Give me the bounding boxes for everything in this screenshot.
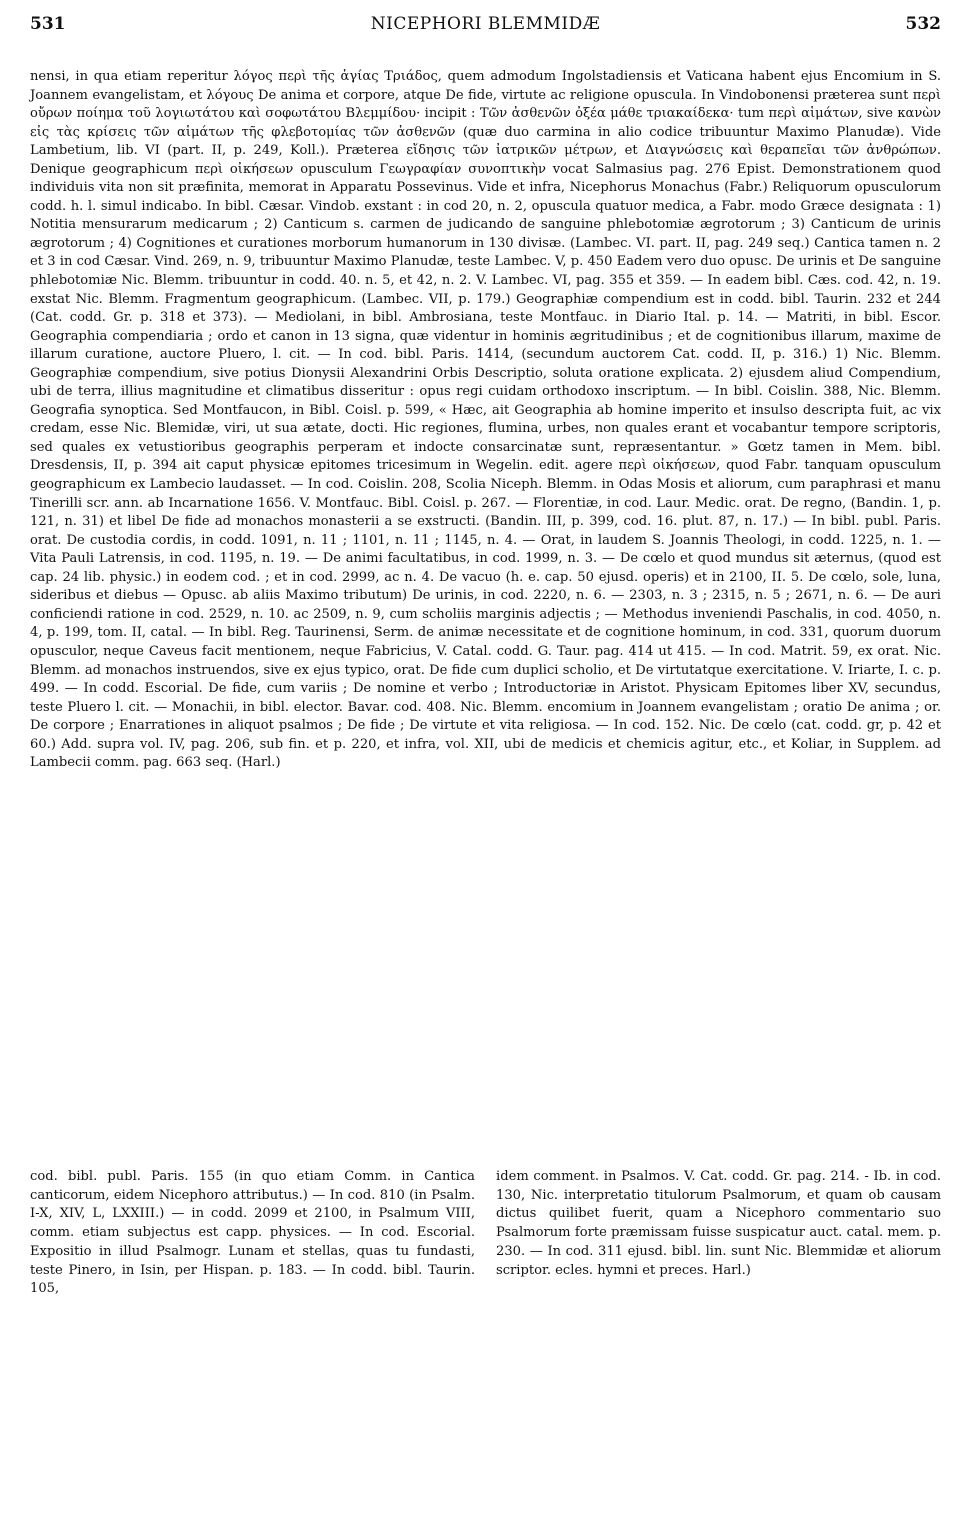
footnote-right-text: idem comment. in Psalmos. V. Cat. codd. Gr. pag. 214. - Ib. in cod. 130, Nic. interpretatio titulorum Psalmorum, et quam ob causam dictus quilibet fuerit, quam a Nicephoro commentario suo Psalmorum forte præmissam fuisse suspicatur auct. catal. mem. p. 230. — In cod. 311 ejusd. bibl. lin. sunt Nic. Blemmidæ et aliorum scriptor. ecles. hymni et preces. Harl.) xyxy=(496,1169,941,1278)
page-header xyxy=(30,14,941,42)
page-number-right: 532 xyxy=(905,14,941,34)
main-text-block xyxy=(30,68,941,773)
footnote-column-right xyxy=(496,1168,941,1299)
footnote-column-left xyxy=(30,1168,475,1299)
footnotes xyxy=(30,1168,941,1299)
footnote-left-text: cod. bibl. publ. Paris. 155 (in quo etiam Comm. in Cantica canticorum, eidem Nicephoro attributus.) — In cod. 810 (in Psalm. I-X, XIV, L, LXXIII.) — in codd. 2099 et 2100, in Psalmum VIII, comm. etiam subjectus est capp. physices. — In cod. Escorial. Expositio in illud Psalmogr. Lunam et stellas, quas tu fundasti, teste Pinero, in Isin, per Hispan. p. 183. — In codd. bibl. Taurin. 105, xyxy=(30,1169,475,1297)
main-paragraph: nensi, in qua etiam reperitur λόγος περὶ τῆς ἁγίας Τριάδος, quem admodum Ingolstadiensis et Vaticana habent ejus Encomium in S. Joannem evangelistam, et λόγους De anima et corpore, atque De fide, virtute ac religione opuscula. In Vindobonensi præterea sunt περὶ οὔρων ποίημα τοῦ λογιωτάτου καὶ σοφωτάτου Βλεμμίδου· incipit : Τῶν ἀσθενῶν ὀξέα μάθε τριακαίδεκα· tum περὶ αἱμάτων, sive κανὼν εἰς τὰς κρίσεις τῶν αἱμάτων τῆς φλεβοτομίας τῶν ἀσθενῶν (quæ duo carmina in alio codice tribuuntur Maximo Planudæ). Vide Lambetium, lib. VI (part. II, p. 249, Koll.). Præterea εἴδησις τῶν ἰατρικῶν μέτρων, et Διαγνώσεις καὶ θεραπεῖαι τῶν ἀνθρώπων. Denique geographicum περὶ οἰκήσεων opusculum Γεωγραφίαν συνοπτικὴν vocat Salmasius pag. 276 Epist. Demonstrationem quod individuis vita non sit præfinita, memorat in Apparatu Possevinus. Vide et infra, Nicephorus Monachus (Fabr.) Reliquorum opusculorum codd. h. l. simul indicabo. In bibl. Cæsar. Vindob. exstant : in cod 20, n. 2, opuscula quatuor medica, a Fabr. modo Græce designata : 1) Notitia mensurarum medicarum ; 2) Canticum s. carmen de judicando de sanguine phlebotomiæ ægrotorum ; 3) Canticum de urinis ægrotorum ; 4) Cognitiones et curationes morborum humanorum in 130 divisæ. (Lambec. VI. part. II, pag. 249 seq.) Cantica tamen n. 2 et 3 in cod Cæsar. Vind. 269, n. 9, tribuuntur Maximo Planudæ, teste Lambec. V, p. 450 Eadem vero duo opusc. De urinis et De sanguine phlebotomiæ Nic. Blemm. tribuuntur in codd. 40. n. 5, et 42, n. 2. V. Lambec. VI, pag. 355 et 359. — In eadem bibl. Cæs. cod. 42, n. 19. exstat Nic. Blemm. Fragmentum geographicum. (Lambec. VII, p. 179.) Geographiæ compendium est in codd. bibl. Taurin. 232 et 244 (Cat. codd. Gr. p. 318 et 373). — Mediolani, in bibl. Ambrosiana, teste Montfauc. in Diario Ital. p. 14. — Matriti, in bibl. Escor. Geographia compendiaria ; ordo et canon in 13 signa, quæ videntur in hominis ægritudinibus ; et de cognitionibus illarum, maxime de illarum curatione, auctore Pluero, l. cit. — In cod. bibl. Paris. 1414, (secundum auctorem Cat. codd. II, p. 316.) 1) Nic. Blemm. Geographiæ compendium, sive potius Dionysii Alexandrini Orbis Descriptio, soluta oratione explicata. 2) ejusdem aliud Compendium, ubi de terra, illius magnitudine et climatibus disseritur : opus regi cuidam orthodoxo inscriptum. — In bibl. Coislin. 388, Nic. Blemm. Geografia synoptica. Sed Montfaucon, in Bibl. Coisl. p. 599, « Hæc, ait Geographia ab homine imperito et insulso descripta fuit, ac vix credam, esse Nic. Blemidæ, viri, ut sua ætate, docti. Hic regiones, flumina, urbes, non quales erant et vocabantur tempore scriptoris, sed quales ex vetustioribus geographis perperam et indocte consarcinatæ sunt, repræsentantur. » Gœtz tamen in Mem. bibl. Dresdensis, II, p. 394 ait caput physicæ epitomes tricesimum in Wegelin. edit. agere περὶ οἰκήσεων, quod Fabr. tanquam opusculum geographicum ex Lambecio laudasset. — In cod. Coislin. 208, Scolia Niceph. Blemm. in Odas Mosis et aliorum, cum paraphrasi et manu Tinerilli scr. ann. ab Incarnatione 1656. V. Montfauc. Bibl. Coisl. p. 267. — Florentiæ, in cod. Laur. Medic. orat. De regno, (Bandin. 1, p. 121, n. 31) et libel De fide ad monachos monasterii a se exstructi. (Bandin. III, p. 399, cod. 16. plut. 87, n. 17.) — In bibl. publ. Paris. orat. De custodia cordis, in codd. 1091, n. 11 ; 1101, n. 11 ; 1145, n. 4. — Orat, in laudem S. Joannis Theologi, in codd. 1225, n. 1. — Vita Pauli Latrensis, in cod. 1195, n. 19. — De animi facultatibus, in cod. 1999, n. 3. — De cœlo et quod mundus sit æternus, (quod est cap. 24 lib. physic.) in eodem cod. ; et in cod. 2999, ac n. 4. De vacuo (h. e. cap. 50 ejusd. operis) et in 2100, II. 5. De cœlo, sole, luna, sideribus et diebus — Opusc. ab aliis Maximo tributum) De urinis, in cod. 2220, n. 6. — 2303, n. 3 ; 2315, n. 5 ; 2671, n. 6. — De auri conficiendi ratione in cod. 2529, n. 10. ac 2509, n. 9, cum scholiis marginis adjectis ; — Methodus inveniendi Paschalis, in cod. 4050, n. 4, p. 199, tom. II, catal. — In bibl. Reg. Taurinensi, Serm. de animæ necessitate et de cognitione hominum, in cod. 331, quorum duorum opusculor, neque Caveus facit mentionem, neque Fabricius, V. Catal. codd. G. Taur. pag. 414 ut 415. — In cod. Matrit. 59, ex orat. Nic. Blemm. ad monachos instruendos, sive ex ejus typico, orat. De fide cum duplici scholio, et De virtutatque exercitatione. V. Iriarte, I. c. p. 499. — In codd. Escorial. De fide, cum variis ; De nomine et verbo ; Introductoriæ in Aristot. Physicam Epitomes liber XV, secundus, teste Pluero l. cit. — Monachii, in bibl. elector. Bavar. cod. 408. Nic. Blemm. encomium in Joannem evangelistam ; oratio De anima ; or. De corpore ; Enarrationes in aliquot psalmos ; De fide ; De virtute et vita religiosa. — In cod. 152. Nic. De cœlo (cat. codd. gr, p. 42 et 60.) Add. supra vol. IV, pag. 206, sub fin. et p. 220, et infra, vol. XII, ubi de medicis et chemicis agitur, etc., et Koliar, in Supplem. ad Lambecii comm. pag. 663 seq. (Harl.) xyxy=(30,69,941,771)
page-number-left: 531 xyxy=(30,14,66,34)
running-title: NICEPHORI BLEMMIDÆ xyxy=(370,14,601,34)
